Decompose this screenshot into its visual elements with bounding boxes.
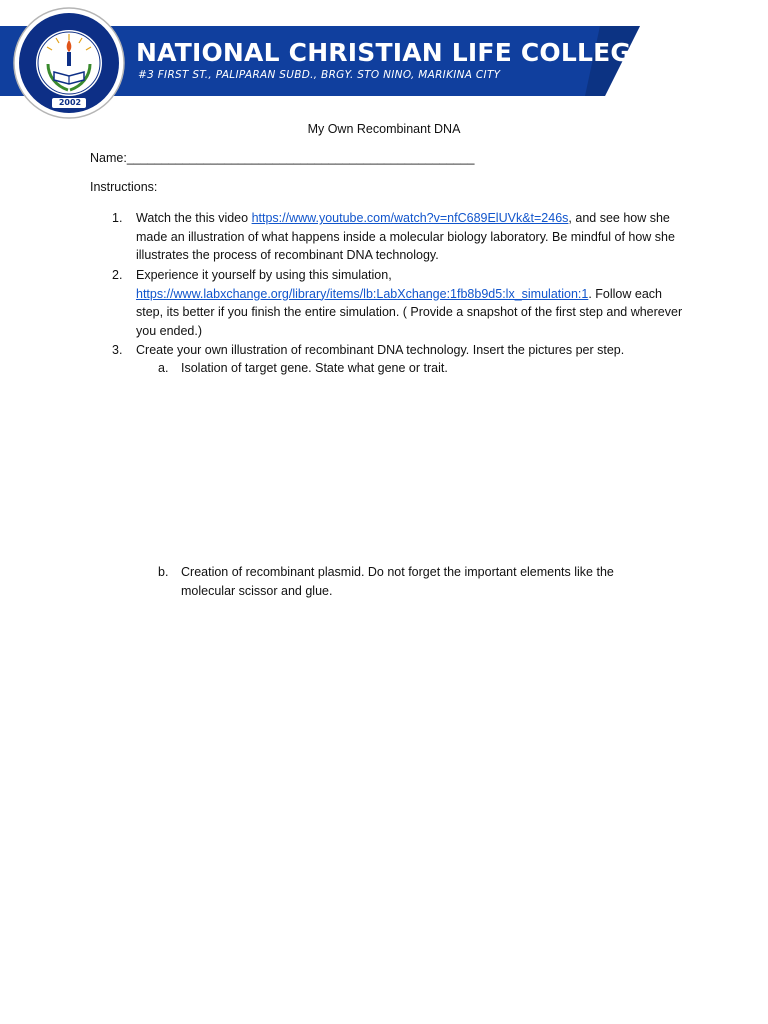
- sub-item-a: [158, 359, 658, 378]
- sub-item-text: Creation of recombinant plasmid. Do not forget the important elements like the molecular scissor and glue.: [181, 565, 614, 598]
- sub-item-letter: b.: [158, 565, 169, 579]
- instruction-item-1: [112, 209, 692, 265]
- item-number: 2.: [112, 268, 123, 282]
- instructions-heading: Instructions:: [90, 180, 158, 194]
- instruction-item-2: [112, 266, 692, 340]
- item-text: Watch the this video: [136, 211, 252, 225]
- item-text-continued: , and see how she made an illustration of what happens inside a molecular biology laboratory. Be mindful of how she illustrates the process of recombinant DNA technology.: [136, 211, 675, 262]
- school-name: NATIONAL CHRISTIAN LIFE COLLEGE: [136, 38, 649, 67]
- seal-year: 2002: [58, 98, 82, 107]
- instruction-item-3: [112, 341, 692, 360]
- document-title: My Own Recombinant DNA: [307, 122, 461, 136]
- item-text: Create your own illustration of recombinant DNA technology. Insert the pictures per step.: [136, 343, 625, 357]
- item-text: Experience it yourself by using this simulation,: [136, 268, 392, 282]
- sub-item-text: Isolation of target gene. State what gene or trait.: [181, 361, 448, 375]
- labxchange-simulation-link[interactable]: https://www.labxchange.org/library/items/lb:LabXchange:1fb8b9d5:lx_simulation:1: [136, 286, 589, 301]
- item-text-continued: . Follow each step, its better if you finish the entire simulation. ( Provide a snapshot of the first step and wherever you ended.): [136, 286, 683, 338]
- school-address: #3 FIRST ST., PALIPARAN SUBD., BRGY. STO NINO, MARIKINA CITY: [138, 69, 501, 81]
- youtube-video-link[interactable]: https://www.youtube.com/watch?v=nfC689ElUVk&t=246s: [251, 211, 569, 225]
- item-number: 3.: [112, 343, 123, 357]
- sub-item-letter: a.: [158, 361, 169, 375]
- sub-item-b: [158, 563, 658, 600]
- item-number: 1.: [112, 211, 123, 225]
- name-field-line: Name:__________________________________________________: [90, 151, 475, 165]
